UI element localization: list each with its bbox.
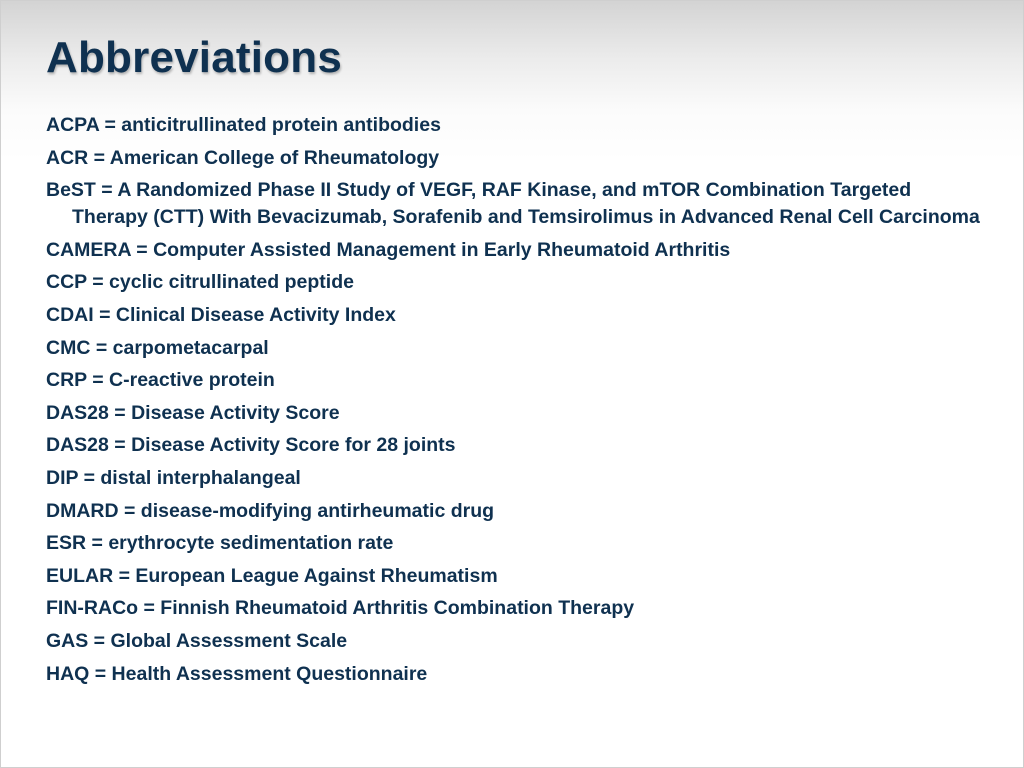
slide-title: Abbreviations — [46, 33, 342, 82]
abbreviation-item: GAS = Global Assessment Scale — [46, 629, 348, 652]
abbreviation-item: DAS28 = Disease Activity Score — [46, 401, 340, 424]
abbreviation-item: FIN-RACo = Finnish Rheumatoid Arthritis Combination Therapy — [46, 597, 635, 620]
abbreviation-item: CAMERA = Computer Assisted Management in Early Rheumatoid Arthritis — [46, 238, 731, 261]
abbreviation-item: CCP = cyclic citrullinated peptide — [46, 271, 354, 294]
abbreviation-item: EULAR = European League Against Rheumatism — [46, 564, 498, 587]
abbreviation-item: HAQ = Health Assessment Questionnaire — [46, 662, 428, 685]
abbreviation-item: ACPA = anticitrullinated protein antibodies — [46, 114, 441, 136]
abbreviation-item: BeST = A Randomized Phase II Study of VEGF, RAF Kinase, and mTOR Combination Targeted Therapy (CTT) With Bevacizumab, Sorafenib and Temsirolimus in Advanced Renal Cell Carcinoma — [46, 179, 980, 229]
abbreviation-item: ACR = American College of Rheumatology — [46, 146, 440, 169]
abbreviation-item: CDAI = Clinical Disease Activity Index — [46, 303, 396, 326]
abbreviation-item: CRP = C-reactive protein — [46, 369, 275, 392]
abbreviation-list — [46, 112, 986, 693]
abbreviation-item: DAS28 = Disease Activity Score for 28 joints — [46, 434, 456, 457]
abbreviation-item: DMARD = disease-modifying antirheumatic drug — [46, 499, 495, 522]
abbreviation-item: DIP = distal interphalangeal — [46, 466, 301, 489]
abbreviation-item: ESR = erythrocyte sedimentation rate — [46, 532, 394, 555]
abbreviation-item: CMC = carpometacarpal — [46, 336, 269, 359]
